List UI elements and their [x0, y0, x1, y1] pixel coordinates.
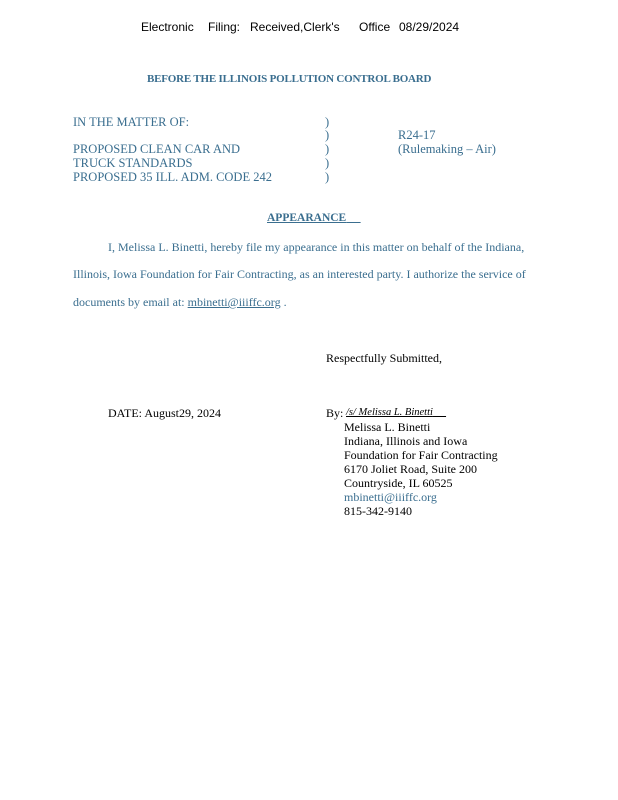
- body-line-1: I, Melissa L. Binetti, hereby file my appearance in this matter on behalf of the Indiana,: [108, 240, 525, 254]
- stamp-office: Office: [359, 20, 391, 34]
- body-line-3: [73, 295, 287, 310]
- signer-name: Melissa L. Binetti: [344, 420, 431, 434]
- signer-phone: 815-342-9140: [344, 504, 412, 518]
- caption-paren: ): [325, 142, 330, 156]
- caption-docket-number: R24-17: [398, 128, 436, 142]
- org-line-2: Foundation for Fair Contracting: [344, 448, 498, 462]
- caption-paren: ): [325, 128, 330, 142]
- date-line: DATE: August29, 2024: [108, 406, 222, 420]
- stamp-electronic: Electronic: [141, 20, 194, 34]
- caption-proposed-line3: PROPOSED 35 ILL. ADM. CODE 242: [73, 170, 272, 184]
- appearance-title: [267, 212, 361, 224]
- board-title: BEFORE THE ILLINOIS POLLUTION CONTROL BOARD: [147, 73, 432, 85]
- signer-email[interactable]: mbinetti@iiiffc.org: [344, 490, 437, 504]
- body-line-3-prefix: documents by email at:: [73, 295, 188, 309]
- stamp-filing: Filing:: [208, 20, 241, 34]
- address-line-2: Countryside, IL 60525: [344, 476, 453, 490]
- address-line-1: 6170 Joliet Road, Suite 200: [344, 462, 477, 476]
- org-line-1: Indiana, Illinois and Iowa: [344, 434, 468, 448]
- stamp-received: Received,Clerk's: [250, 20, 340, 34]
- body-line-2: Illinois, Iowa Foundation for Fair Contracting, as an interested party. I authorize the service of: [73, 267, 526, 281]
- closing-text: Respectfully Submitted,: [326, 351, 442, 365]
- caption-rulemaking: (Rulemaking – Air): [398, 142, 496, 156]
- body-line-3-suffix: .: [280, 295, 287, 309]
- caption-proposed-line2: TRUCK STANDARDS: [73, 156, 193, 170]
- signature-mark: [346, 407, 446, 418]
- signature-text: /s/ Melissa L. Binetti: [346, 407, 433, 418]
- caption-proposed-line1: PROPOSED CLEAN CAR AND: [73, 142, 241, 156]
- appearance-title-text: APPEARANCE: [267, 212, 347, 224]
- email-link[interactable]: mbinetti@iiiffc.org: [187, 295, 281, 309]
- signature-by-label: By:: [326, 406, 344, 420]
- caption-paren: ): [325, 170, 330, 184]
- caption-paren: ): [325, 115, 330, 129]
- caption-matter-of: IN THE MATTER OF:: [73, 115, 190, 129]
- caption-paren: ): [325, 156, 330, 170]
- stamp-date: 08/29/2024: [399, 20, 460, 34]
